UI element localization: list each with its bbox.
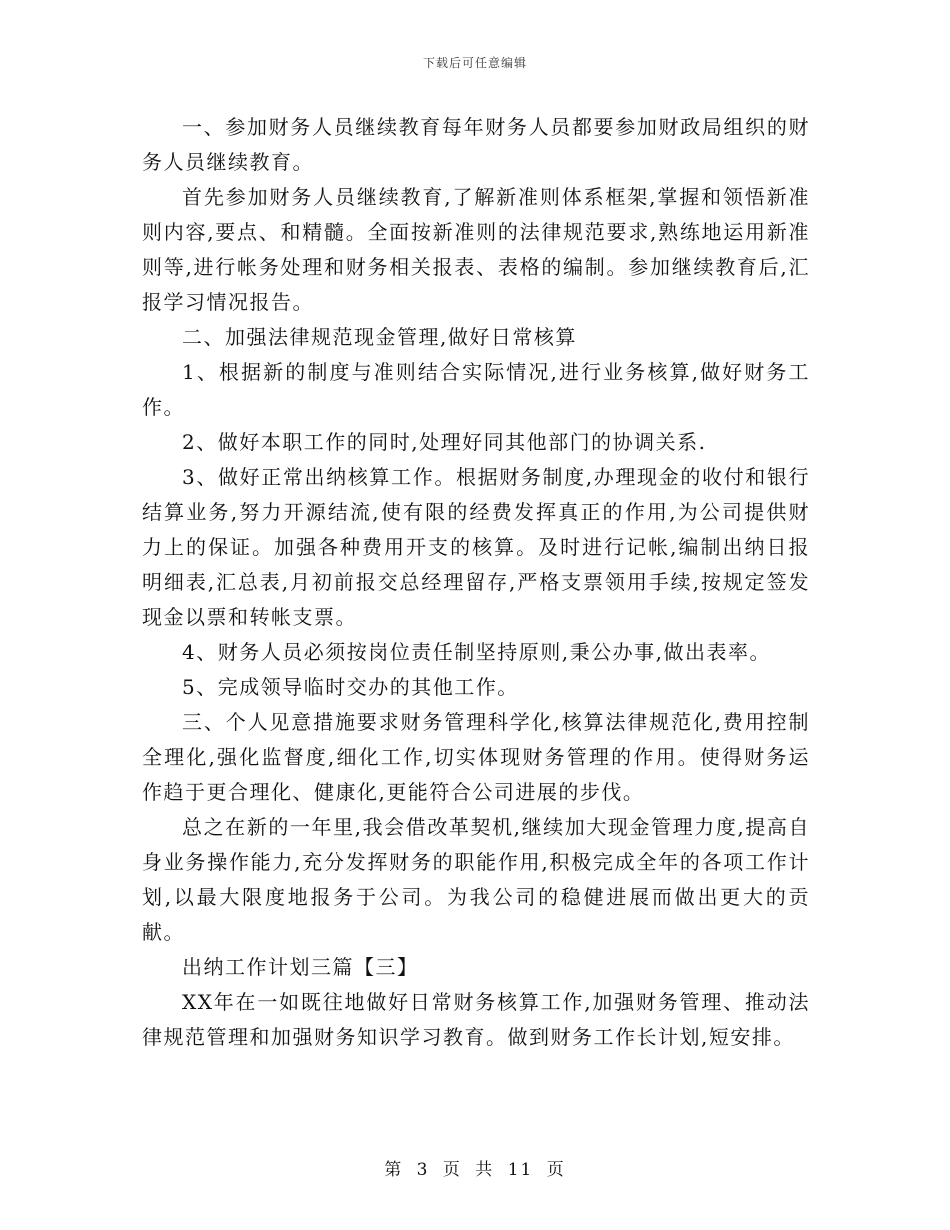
section-heading-plan-three: 出纳工作计划三篇【三】 (182, 955, 419, 979)
current-page-number: 3 (416, 1160, 430, 1180)
paragraph-section-two: 二、加强法律规范现金管理,做好日常核算 (182, 325, 577, 349)
footer-total-word: 共 (475, 1160, 495, 1180)
paragraph-item-4: 4、财务人员必须按岗位责任制坚持原则,秉公办事,做出表率。 (182, 640, 771, 664)
document-body (142, 110, 810, 1055)
paragraph-item-3: 3、做好正常出纳核算工作。根据财务制度,办理现金的收付和银行结算业务,努力开源结流,使有限的经费发挥真正的作用,为公司提供财力上的保证。加强各种费用开支的核算。及时进行记帐,编制出纳日报明细表,汇总表,月初前报交总经理留存,严格支票领用手续,按规定签发现金以票和转帐支票。 (142, 465, 810, 629)
paragraph-summary: 总之在新的一年里,我会借改革契机,继续加大现金管理力度,提高自身业务操作能力,充分发挥财务的职能作用,积极完成全年的各项工作计划,以最大限度地报务于公司。为我公司的稳健进展而做出更大的贡献。 (142, 815, 810, 944)
total-pages-number: 11 (507, 1160, 534, 1180)
page-header: 下载后可任意编辑 (422, 56, 527, 70)
paragraph-continuing-education: 首先参加财务人员继续教育,了解新准则体系框架,掌握和领悟新准则内容,要点、和精髓。全面按新准则的法律规范要求,熟练地运用新准则等,进行帐务处理和财务相关报表、表格的编制。参加继续教育后,汇报学习情况报告。 (142, 185, 810, 314)
paragraph-section-three: 三、个人见意措施要求财务管理科学化,核算法律规范化,费用控制全理化,强化监督度,细化工作,切实体现财务管理的作用。使得财务运作趋于更合理化、健康化,更能符合公司进展的步伐。 (142, 710, 810, 804)
paragraph-section-one: 一、参加财务人员继续教育每年财务人员都要参加财政局组织的财务人员继续教育。 (142, 115, 810, 174)
paragraph-item-2: 2、做好本职工作的同时,处理好同其他部门的协调关系. (182, 430, 707, 454)
footer-page-word: 页 (442, 1160, 462, 1180)
page-number-footer (0, 1155, 950, 1180)
paragraph-item-5: 5、完成领导临时交办的其他工作。 (182, 675, 519, 699)
paragraph-item-1: 1、根据新的制度与准则结合实际情况,进行业务核算,做好财务工作。 (142, 360, 810, 419)
footer-suffix: 页 (546, 1160, 566, 1180)
paragraph-plan-intro: XX年在一如既往地做好日常财务核算工作,加强财务管理、推动法律规范管理和加强财务知识学习教育。做到财务工作长计划,短安排。 (142, 990, 810, 1049)
footer-prefix: 第 (384, 1160, 404, 1180)
